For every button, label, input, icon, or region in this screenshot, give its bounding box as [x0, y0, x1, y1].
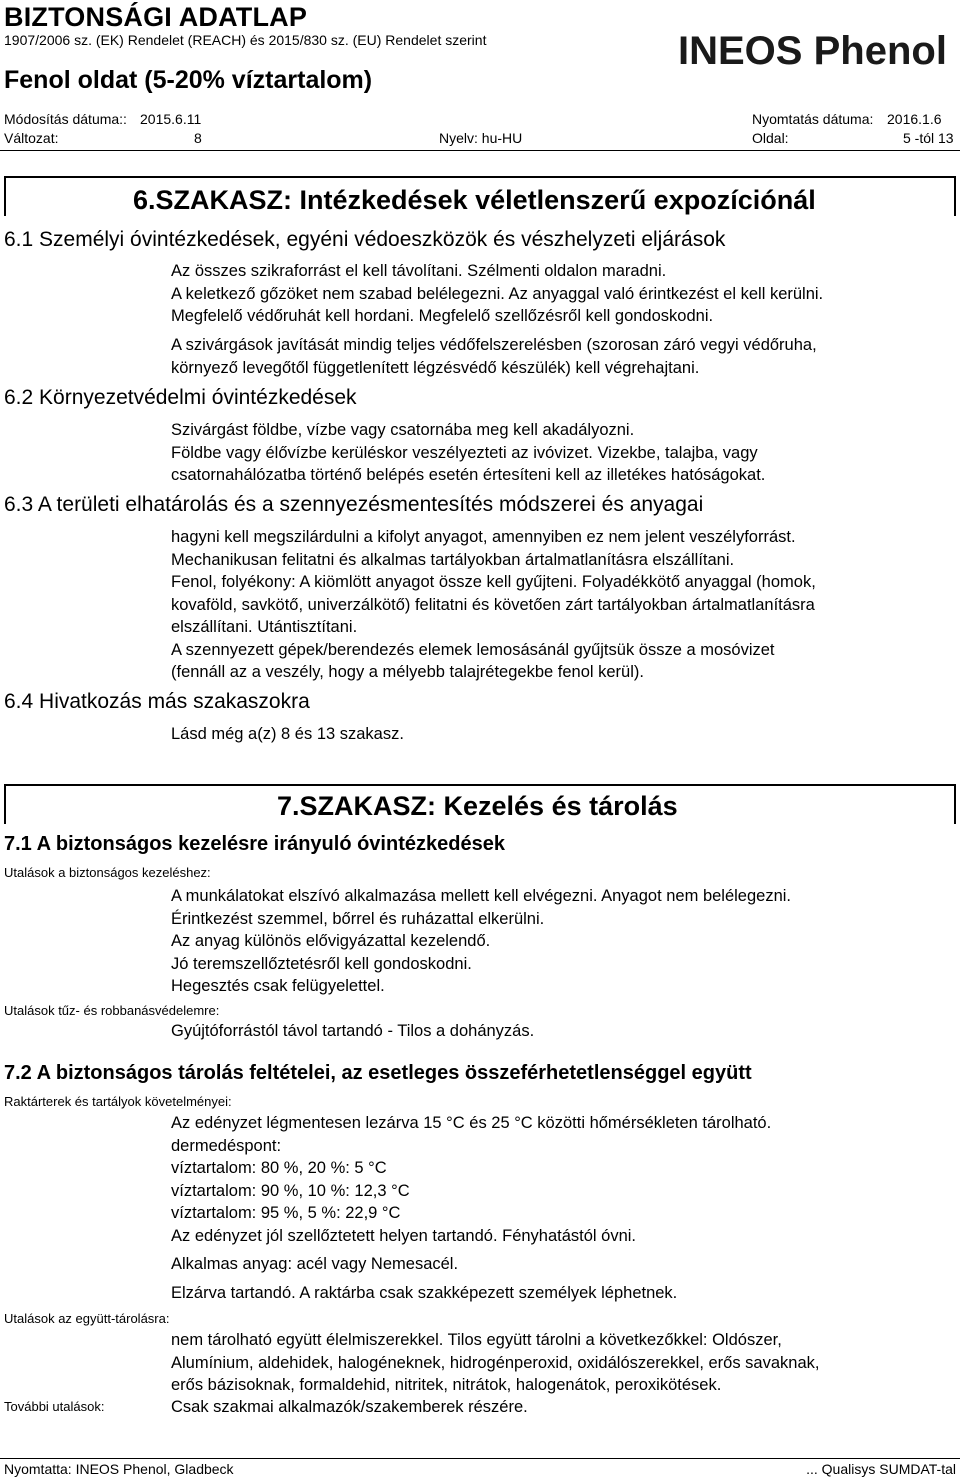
- text-line: Elzárva tartandó. A raktárba csak szakképezett személyek léphetnek.: [171, 1284, 678, 1302]
- fire-text: [171, 1020, 951, 1043]
- text-line: nem tárolható együtt élelmiszerekkel. Tilos együtt tárolni a következőkkel: Oldószer,: [171, 1331, 782, 1349]
- s62-heading: 6.2 Környezetvédelmi óvintézkedések: [4, 386, 357, 409]
- s63-text: [171, 526, 951, 684]
- footer-divider: [0, 1458, 960, 1459]
- s61-text: [171, 260, 951, 328]
- text-line: Szivárgást földbe, vízbe vagy csatornába meg kell akadályozni.: [171, 421, 635, 439]
- text-line: (fennáll az a veszély, hogy a mélyebb talajrétegekbe fenol kerül).: [171, 663, 644, 681]
- page-label: Oldal:: [752, 130, 789, 146]
- text-line: víztartalom: 80 %, 20 %: 5 °C: [171, 1159, 387, 1177]
- text-line: A keletkező gőzöket nem szabad belélegezni. Az anyaggal való érintkezést el kell kerülni.: [171, 284, 824, 303]
- text-line: elszállítani. Utántisztítani.: [171, 618, 358, 636]
- text-line: A szennyezett gépek/berendezés elemek lemosásánál gyűjtsük össze a mosóvizet: [171, 640, 775, 659]
- storage-text-2: [171, 1253, 951, 1276]
- text-line: Az edényzet jól szellőztetett helyen tartandó. Fényhatástól óvni.: [171, 1226, 637, 1245]
- printed-value: 2016.1.6: [887, 111, 942, 127]
- text-line: dermedéspont:: [171, 1136, 282, 1155]
- text-line: víztartalom: 90 %, 10 %: 12,3 °C: [171, 1181, 410, 1200]
- footer-printed-by: Nyomtatta: INEOS Phenol, Gladbeck: [4, 1461, 234, 1477]
- text-line: csatornahálózatba történő belépés esetén értesíteni kell az illetékes hatóságokat.: [171, 466, 766, 484]
- text-line: Fenol, folyékony: A kiömlött anyagot össze kell gyűjteni. Folyadékkötő anyaggal (homok,: [171, 573, 816, 591]
- text-line: A munkálatokat elszívó alkalmazása mellett kell elvégezni. Anyagot nem belélegezni.: [171, 887, 792, 905]
- storage-text-3: [171, 1282, 951, 1305]
- product-name: Fenol oldat (5-20% víztartalom): [4, 66, 373, 94]
- text-line: Hegesztés csak felügyelettel.: [171, 977, 385, 995]
- handling-label: Utalások a biztonságos kezeléshez:: [4, 865, 211, 880]
- version-value: 8: [194, 130, 202, 146]
- modified-value: 2015.6.11: [140, 111, 202, 127]
- s64-heading: 6.4 Hivatkozás más szakaszokra: [4, 690, 310, 713]
- language-value: Nyelv: hu-HU: [439, 130, 523, 146]
- text-line: Érintkezést szemmel, bőrrel és ruházattal elkerülni.: [171, 909, 545, 928]
- s61-text-2: [171, 334, 951, 379]
- version-label: Változat:: [4, 130, 59, 146]
- text-line: kovaföld, savkötő, univerzálkötő) felitatni és követően zárt tartályokban ártalmatlanításra: [171, 595, 815, 614]
- footer-software: ... Qualisys SUMDAT-tal: [806, 1461, 956, 1477]
- text-line: Mechanikusan felitatni és alkalmas tartályokban ártalmatlanításra elszállítani.: [171, 550, 735, 569]
- page-value: 5 -tól 13: [903, 130, 954, 146]
- s63-heading: 6.3 A területi elhatárolás és a szennyezésmentesítés módszerei és anyagai: [4, 493, 704, 516]
- text-line: környező levegőtől függetlenített légzésvédő készülék) kell végrehajtani.: [171, 358, 700, 377]
- printed-label: Nyomtatás dátuma:: [752, 111, 874, 127]
- text-line: Csak szakmai alkalmazók/szakemberek részére.: [171, 1398, 528, 1416]
- s71-heading: 7.1 A biztonságos kezelésre irányuló óvintézkedések: [4, 833, 505, 855]
- s64-text: [171, 723, 951, 746]
- s62-text: [171, 419, 951, 487]
- section7-title: 7.SZAKASZ: Kezelés és tárolás: [277, 791, 678, 821]
- s61-heading: 6.1 Személyi óvintézkedések, egyéni védoeszközök és vészhelyzeti eljárások: [4, 228, 726, 251]
- regulation-text: 1907/2006 sz. (EK) Rendelet (REACH) és 2015/830 sz. (EU) Rendelet szerint: [4, 32, 487, 48]
- co-storage-label: Utalások az együtt-tárolásra:: [4, 1311, 170, 1326]
- text-line: hagyni kell megszilárdulni a kifolyt anyagot, amennyiben ez nem jelent veszélyforrást.: [171, 528, 796, 546]
- text-line: Az edényzet légmentesen lezárva 15 °C és 25 °C közötti hőmérsékleten tárolható.: [171, 1114, 772, 1132]
- text-line: A szivárgások javítását mindig teljes védőfelszerelésben (szorosan záró vegyi védőruha,: [171, 336, 817, 354]
- further-label: További utalások:: [4, 1399, 105, 1414]
- further-text: [171, 1396, 951, 1419]
- text-line: Jó teremszellőztetésről kell gondoskodni.: [171, 954, 472, 973]
- text-line: víztartalom: 95 %, 5 %: 22,9 °C: [171, 1204, 401, 1222]
- fire-label: Utalások tűz- és robbanásvédelemre:: [4, 1003, 220, 1018]
- modified-label: Módosítás dátuma::: [4, 111, 127, 127]
- handling-text: [171, 885, 951, 998]
- text-line: Gyújtóforrástól távol tartandó - Tilos a dohányzás.: [171, 1022, 535, 1040]
- s72-heading: 7.2 A biztonságos tárolás feltételei, az esetleges összeférhetetlenséggel együtt: [4, 1062, 752, 1084]
- text-line: Az anyag különös elővigyázattal kezelendő.: [171, 932, 491, 950]
- text-line: Alkalmas anyag: acél vagy Nemesacél.: [171, 1255, 459, 1273]
- text-line: Alumínium, aldehidek, halogéneknek, hidrogénperoxid, oxidálószerekkel, erős savaknak,: [171, 1353, 820, 1372]
- storage-text: [171, 1112, 951, 1247]
- text-line: erős bázisoknak, formaldehid, nitritek, nitrátok, halogenátok, peroxikötések.: [171, 1376, 722, 1394]
- text-line: Az összes szikraforrást el kell távolítani. Szélmenti oldalon maradni.: [171, 262, 667, 280]
- co-storage-text: [171, 1329, 951, 1397]
- text-line: Földbe vagy élővízbe kerüléskor veszélyezteti az ivóvizet. Vizekbe, talajba, vagy: [171, 443, 758, 462]
- ineos-phenol-logo: [678, 26, 956, 77]
- text-line: Megfelelő védőruhát kell hordani. Megfelelő szellőzésről kell gondoskodni.: [171, 307, 714, 325]
- text-line: Lásd még a(z) 8 és 13 szakasz.: [171, 725, 404, 743]
- header-divider: [0, 150, 960, 151]
- document-title: BIZTONSÁGI ADATLAP: [4, 2, 308, 32]
- storage-label: Raktárterek és tartályok követelményei:: [4, 1094, 232, 1109]
- svg-text:INEOS Phenol: INEOS Phenol: [678, 29, 947, 72]
- section6-title: 6.SZAKASZ: Intézkedések véletlenszerű expozíciónál: [133, 185, 816, 215]
